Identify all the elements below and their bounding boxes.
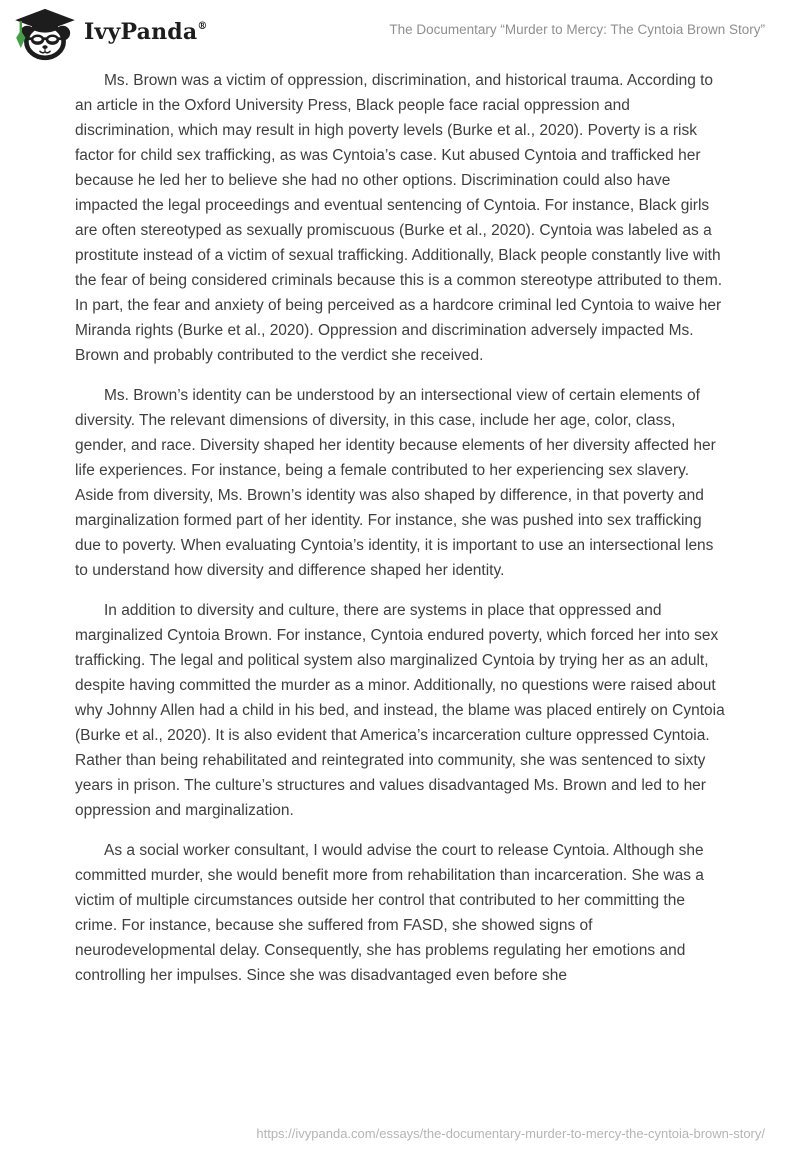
registered-trademark-mark: ® [197, 21, 208, 32]
essay-paragraph-4: As a social worker consultant, I would advise the court to release Cyntoia. Although she committed murder, she would benefit more from rehabilitation than incarceration. She was a victim of multiple circumstances outside her control that contributed to her committing the crime. For instance, because she suffered from FASD, she showed signs of neurodevelopmental delay. Consequently, she has problems regulating her emotions and controlling her impulses. Since she was disadvantaged even before she [75, 842, 704, 984]
page-header [0, 0, 800, 66]
brand-name [84, 21, 208, 43]
essay-paragraph-1: Ms. Brown was a victim of oppression, discrimination, and historical trauma. According to an article in the Oxford University Press, Black people face racial oppression and discrimination, which may result in high poverty levels (Burke et al., 2020). Poverty is a risk factor for child sex trafficking, as was Cyntoia’s case. Kut abused Cyntoia and trafficked her because he led her to believe she had no other options. Discrimination could also have impacted the legal proceedings and eventual sentencing of Cyntoia. For instance, Black girls are often stereotyped as sexually promiscuous (Burke et al., 2020). Cyntoia was labeled as a prostitute instead of a victim of sexual trafficking. Additionally, Black people constantly live with the fear of being considered criminals because this is a common stereotype attributed to them. In part, the fear and anxiety of being perceived as a hardcore criminal led Cyntoia to waive her Miranda rights (Burke et al., 2020). Oppression and discrimination adversely impacted Ms. Brown and probably contributed to the verdict she received. [75, 72, 723, 364]
essay-content [75, 68, 725, 1003]
brand-name-text: IvyPanda [84, 19, 198, 45]
source-url-link[interactable]: https://ivypanda.com/essays/the-documentary-murder-to-mercy-the-cyntoia-brown-story/ [256, 1126, 765, 1141]
brand [14, 8, 208, 62]
panda-graduate-icon [14, 8, 76, 62]
document-title: The Documentary “Murder to Mercy: The Cyntoia Brown Story” [389, 22, 765, 37]
essay-paragraph-3: In addition to diversity and culture, there are systems in place that oppressed and marginalized Cyntoia Brown. For instance, Cyntoia endured poverty, which forced her into sex trafficking. The legal and political system also marginalized Cyntoia by trying her as an adult, despite having committed the murder as a minor. Additionally, no questions were raised about why Johnny Allen had a child in his bed, and instead, the blame was placed entirely on Cyntoia (Burke et al., 2020). It is also evident that America’s incarceration culture oppressed Cyntoia. Rather than being rehabilitated and reintegrated into community, she was sentenced to sixty years in prison. The culture’s structures and values disadvantaged Ms. Brown and led to her oppression and marginalization. [75, 602, 725, 819]
essay-paragraph-2: Ms. Brown’s identity can be understood by an intersectional view of certain elements of diversity. The relevant dimensions of diversity, in this case, include her age, color, class, gender, and race. Diversity shaped her identity because elements of her diversity affected her life experiences. For instance, being a female contributed to her experiencing sex slavery. Aside from diversity, Ms. Brown’s identity was also shaped by difference, in that poverty and marginalization formed part of her identity. For instance, she was pushed into sex trafficking due to poverty. When evaluating Cyntoia’s identity, it is important to use an intersectional lens to understand how diversity and difference shaped her identity. [75, 387, 716, 579]
